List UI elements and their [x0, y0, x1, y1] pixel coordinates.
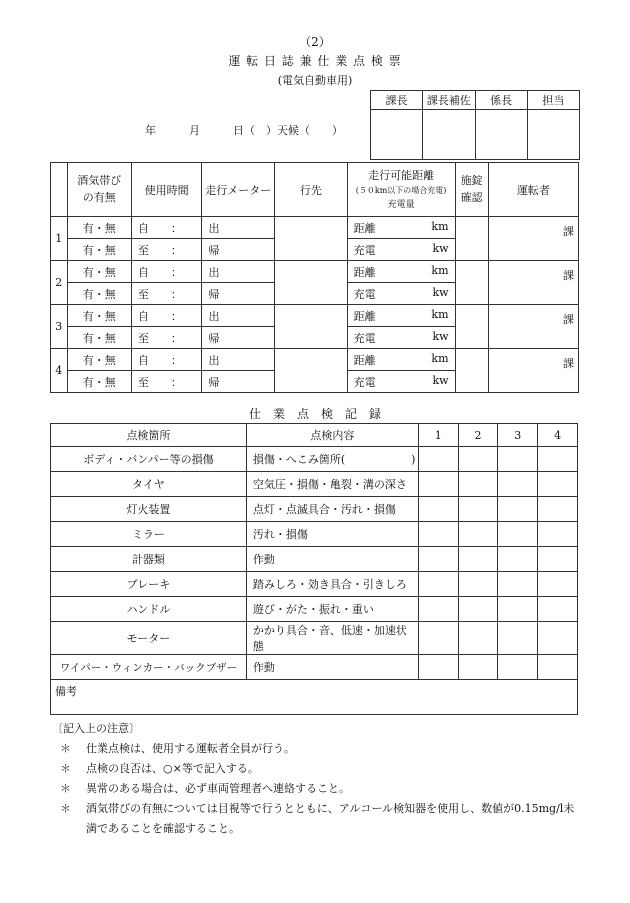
check-cell[interactable] [418, 497, 458, 522]
header-trip-2: 2 [458, 424, 498, 447]
note-item: 点検の良否は、○×等で記入する。 [86, 762, 259, 775]
form-title: 運 転 日 誌 兼 仕 業 点 検 票 [228, 54, 402, 68]
check-cell[interactable] [458, 547, 498, 572]
charge-unit: kw [432, 241, 449, 255]
charge-label: 充電 [353, 287, 376, 301]
bullet-mark: ＊ [60, 742, 71, 755]
charge-label: 充電 [353, 375, 376, 389]
col-destination: 行先 [275, 163, 348, 217]
time-to[interactable]: 至 ： [131, 327, 202, 349]
check-cell[interactable] [538, 472, 578, 497]
check-cell[interactable] [498, 547, 538, 572]
check-cell[interactable] [498, 622, 538, 655]
check-cell[interactable] [418, 622, 458, 655]
charge-unit: kw [432, 329, 449, 343]
alcohol-check[interactable]: 有・無 [67, 283, 131, 305]
alcohol-check[interactable]: 有・無 [67, 217, 131, 239]
check-cell[interactable] [538, 572, 578, 597]
check-cell[interactable] [498, 447, 538, 472]
inspection-part: モーター [51, 622, 247, 655]
inspection-part: 計器類 [51, 547, 247, 572]
time-from[interactable]: 自 ： [131, 261, 202, 283]
time-to[interactable]: 至 ： [131, 239, 202, 261]
meter-out[interactable]: 出 [202, 349, 275, 371]
inspection-content: 空気圧・損傷・亀裂・溝の深さ [246, 472, 418, 497]
inspection-content: 遊び・がた・振れ・重い [246, 597, 418, 622]
col-driver: 運転者 [488, 163, 578, 217]
distance-unit: km [431, 219, 449, 233]
approval-label: 担当 [527, 91, 579, 110]
time-from[interactable]: 自 ： [131, 349, 202, 371]
distance-label: 距離 [353, 265, 376, 279]
alcohol-check[interactable]: 有・無 [67, 371, 131, 393]
check-cell[interactable] [418, 547, 458, 572]
header-inspection-content: 点検内容 [246, 424, 418, 447]
check-cell[interactable] [418, 472, 458, 497]
remarks-label: 備考 [55, 685, 77, 698]
check-cell[interactable] [538, 622, 578, 655]
inspection-content: 踏みしろ・効き具合・引きしろ [246, 572, 418, 597]
row-number: 1 [51, 217, 68, 261]
inspection-part: ハンドル [51, 597, 247, 622]
note-item: 酒気帯びの有無については目視等で行うとともに、アルコール検知器を使用し、数値が0.15mg/l未満であることを確認すること。 [86, 802, 575, 835]
inspection-content: 汚れ・損傷 [246, 522, 418, 547]
check-cell[interactable] [458, 447, 498, 472]
driver-department[interactable]: 課 [488, 217, 578, 261]
check-cell[interactable] [538, 547, 578, 572]
stamp-box[interactable] [423, 110, 475, 160]
charge-unit: kw [432, 285, 449, 299]
remarks-field[interactable] [51, 680, 578, 715]
check-cell[interactable] [538, 522, 578, 547]
charge-label: 充電 [353, 243, 376, 257]
approval-table [370, 90, 580, 160]
notes-section [52, 719, 582, 839]
header-trip-3: 3 [498, 424, 538, 447]
alcohol-check[interactable]: 有・無 [67, 305, 131, 327]
destination-cell[interactable] [275, 349, 348, 393]
col-alcohol: 酒気帯び の有無 [67, 163, 131, 217]
form-subtitle: (電気自動車用) [277, 74, 353, 87]
check-cell[interactable] [498, 522, 538, 547]
col-charge-amount: 充電量 [387, 199, 415, 210]
time-to[interactable]: 至 ： [131, 371, 202, 393]
inspection-part: 灯火装置 [51, 497, 247, 522]
distance-label: 距離 [353, 353, 376, 367]
inspection-content: かかり具合・音、低速・加速状態 [246, 622, 418, 655]
col-range-note: (５０km以下の場合充電) [355, 185, 447, 195]
distance-unit: km [431, 263, 449, 277]
check-cell[interactable] [498, 472, 538, 497]
meter-out[interactable]: 出 [202, 217, 275, 239]
destination-cell[interactable] [275, 261, 348, 305]
check-cell[interactable] [498, 597, 538, 622]
check-cell[interactable] [498, 572, 538, 597]
notes-heading: 〔記入上の注意〕 [52, 722, 140, 735]
charge-unit: kw [432, 373, 449, 387]
col-time: 使用時間 [131, 163, 202, 217]
col-range-title: 走行可能距離 [368, 169, 435, 183]
time-to[interactable]: 至 ： [131, 283, 202, 305]
check-cell[interactable] [458, 622, 498, 655]
check-cell[interactable] [418, 597, 458, 622]
col-meter: 走行メーター [202, 163, 275, 217]
driver-department[interactable]: 課 [488, 305, 578, 349]
check-cell[interactable] [538, 655, 578, 680]
inspection-title: 仕 業 点 検 記 録 [248, 407, 381, 421]
stamp-box[interactable] [371, 110, 423, 160]
inspection-content: 作動 [246, 547, 418, 572]
inspection-content: 損傷・へこみ箇所( ) [246, 447, 418, 472]
driver-department[interactable]: 課 [488, 261, 578, 305]
check-cell[interactable] [498, 655, 538, 680]
check-cell[interactable] [458, 597, 498, 622]
lock-check-cell[interactable] [455, 217, 488, 261]
check-cell[interactable] [538, 597, 578, 622]
alcohol-check[interactable]: 有・無 [67, 349, 131, 371]
col-lock-check: 施錠 確認 [455, 163, 488, 217]
alcohol-check[interactable]: 有・無 [67, 327, 131, 349]
header-inspection-part: 点検箇所 [51, 424, 247, 447]
lock-check-cell[interactable] [455, 305, 488, 349]
time-from[interactable]: 自 ： [131, 217, 202, 239]
inspection-part: ブレーキ [51, 572, 247, 597]
check-cell[interactable] [498, 497, 538, 522]
row-number: 4 [51, 349, 68, 393]
distance-unit: km [431, 351, 449, 365]
inspection-part: ミラー [51, 522, 247, 547]
row-number: 3 [51, 305, 68, 349]
approval-label: 係長 [475, 91, 527, 110]
meter-back[interactable]: 帰 [202, 283, 275, 305]
destination-cell[interactable] [275, 305, 348, 349]
distance-label: 距離 [353, 309, 376, 323]
stamp-box[interactable] [475, 110, 527, 160]
check-cell[interactable] [538, 497, 578, 522]
inspection-content: 点灯・点滅具合・汚れ・損傷 [246, 497, 418, 522]
header-trip-4: 4 [538, 424, 578, 447]
driving-log-table [50, 162, 579, 393]
check-cell[interactable] [458, 522, 498, 547]
inspection-content: 作動 [246, 655, 418, 680]
bullet-mark: ＊ [60, 762, 71, 775]
charge-label: 充電 [353, 331, 376, 345]
check-cell[interactable] [538, 447, 578, 472]
date-weather-line: 年 月 日（ ）天候（ ） [145, 124, 343, 137]
alcohol-check[interactable]: 有・無 [67, 261, 131, 283]
approval-label: 課長補佐 [423, 91, 475, 110]
check-cell[interactable] [458, 472, 498, 497]
check-cell[interactable] [418, 572, 458, 597]
alcohol-check[interactable]: 有・無 [67, 239, 131, 261]
row-number: 2 [51, 261, 68, 305]
inspection-table [50, 423, 578, 715]
lock-check-cell[interactable] [455, 349, 488, 393]
note-item: 仕業点検は、使用する運転者全員が行う。 [86, 742, 295, 755]
check-cell[interactable] [418, 522, 458, 547]
driver-department[interactable]: 課 [488, 349, 578, 393]
form-number: （2） [299, 35, 331, 49]
time-from[interactable]: 自 ： [131, 305, 202, 327]
distance-label: 距離 [353, 221, 376, 235]
destination-cell[interactable] [275, 217, 348, 261]
stamp-box[interactable] [527, 110, 579, 160]
approval-label: 課長 [371, 91, 423, 110]
meter-back[interactable]: 帰 [202, 239, 275, 261]
check-cell[interactable] [458, 497, 498, 522]
lock-check-cell[interactable] [455, 261, 488, 305]
meter-out[interactable]: 出 [202, 261, 275, 283]
meter-back[interactable]: 帰 [202, 327, 275, 349]
check-cell[interactable] [418, 447, 458, 472]
check-cell[interactable] [418, 655, 458, 680]
inspection-part: タイヤ [51, 472, 247, 497]
distance-unit: km [431, 307, 449, 321]
meter-back[interactable]: 帰 [202, 371, 275, 393]
inspection-part: ワイパー・ウィンカー・バックブザー [51, 655, 247, 680]
bullet-mark: ＊ [60, 782, 71, 795]
header-trip-1: 1 [418, 424, 458, 447]
bullet-mark: ＊ [60, 802, 71, 815]
meter-out[interactable]: 出 [202, 305, 275, 327]
check-cell[interactable] [458, 655, 498, 680]
inspection-part: ボディ・バンパー等の損傷 [51, 447, 247, 472]
check-cell[interactable] [458, 572, 498, 597]
note-item: 異常のある場合は、必ず車両管理者へ連絡すること。 [86, 782, 350, 795]
